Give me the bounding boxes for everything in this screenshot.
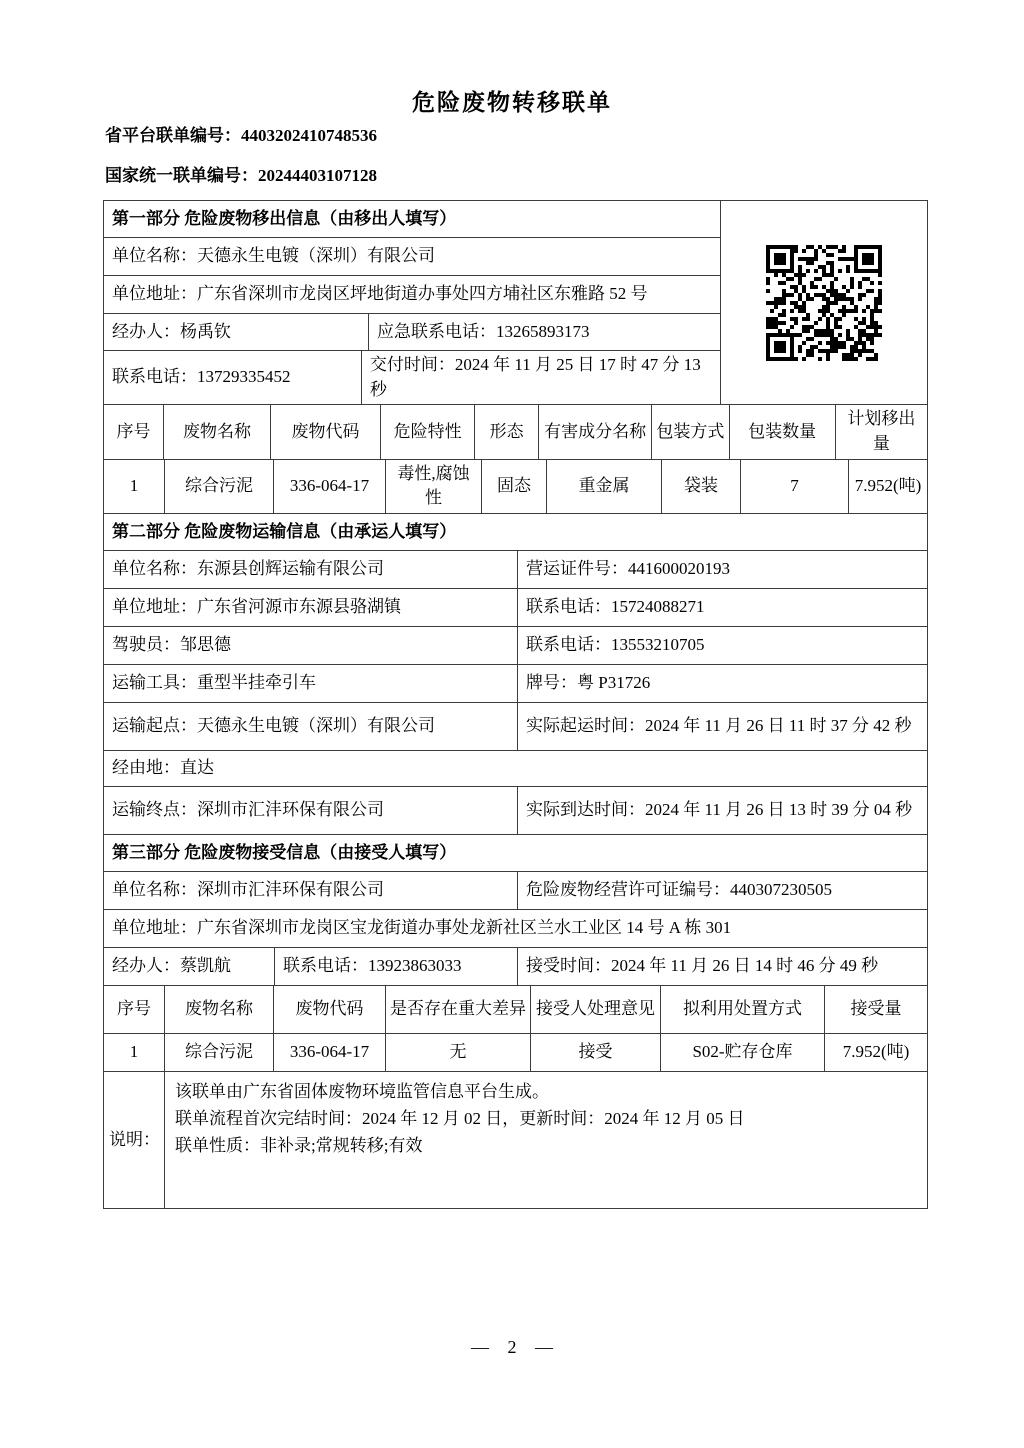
receive-amount: 7.952(吨) [842,1042,910,1062]
waste-col-code: 废物代码 [271,405,381,458]
receive-seq: 1 [104,1034,165,1071]
part2-destination: 运输终点：深圳市汇沣环保有限公司 [104,787,518,834]
waste-table-data-row [104,460,927,514]
waste-col-package-count: 包装数量 [730,405,836,458]
receive-table-data-row [104,1034,927,1072]
receive-code: 336-064-17 [274,1034,386,1071]
waste-package-count: 7 [741,460,849,513]
part2-via: 经由地：直达 [112,758,214,778]
page-title: 危险废物转移联单 [412,90,612,115]
waste-table-header-row [104,405,927,459]
page-number: — 2 — [471,1337,553,1357]
part1-emergency-phone: 应急联系电话：13265893173 [377,321,590,341]
waste-form: 固态 [482,460,547,513]
part2-company-address: 单位地址：广东省河源市东源县骆湖镇 [104,589,518,626]
receive-col-seq: 序号 [104,986,165,1033]
part1-phone: 联系电话：13729335452 [104,351,362,404]
part2-arrival-time: 实际到达时间：2024 年 11 月 26 日 13 时 39 分 04 秒 [526,800,913,820]
part1-company-name: 单位名称：天德永生电镀（深圳）有限公司 [112,246,435,266]
receive-col-opinion: 接受人处理意见 [531,986,661,1033]
qr-code-cell [721,201,927,404]
part2-license-number: 营运证件号：441600020193 [526,559,730,579]
part3-company-address: 单位地址：广东省深圳市龙岗区宝龙街道办事处龙新社区兰水工业区 14 号 A 栋 301 [112,918,732,938]
part2-driver: 驾驶员：邹思德 [104,627,518,664]
part1-block [104,201,927,405]
receive-discrepancy: 无 [386,1034,531,1071]
part1-company-address: 单位地址：广东省深圳市龙岗区坪地街道办事处四方埔社区东雅路 52 号 [112,284,648,304]
part1-delivery-time: 交付时间：2024 年 11 月 25 日 17 时 47 分 13 秒 [369,355,701,399]
waste-planned-amount: 7.952(吨) [854,475,922,495]
remarks-label: 说明： [104,1072,165,1208]
waste-col-seq: 序号 [104,405,164,458]
transfer-manifest-table [103,200,928,1209]
receive-col-amount: 接受量 [850,999,902,1019]
receive-col-code: 废物代码 [274,986,386,1033]
part2-section-header: 第二部分 危险废物运输信息（由承运人填写） [112,521,457,541]
part2-origin: 运输起点：天德永生电镀（深圳）有限公司 [104,703,518,750]
part2-company-phone: 联系电话：15724088271 [526,597,705,617]
receive-name: 综合污泥 [165,1034,274,1071]
part2-plate-number: 牌号：粤 P31726 [526,673,651,693]
receive-table-header-row [104,986,927,1034]
waste-code: 336-064-17 [274,460,386,513]
waste-col-hazard: 危险特性 [381,405,475,458]
waste-packaging: 袋装 [662,460,741,513]
remarks-line-nature: 联单性质：非补录;常规转移;有效 [175,1135,423,1155]
waste-seq: 1 [104,460,165,513]
waste-col-name: 废物名称 [164,405,271,458]
part1-left-rows [104,201,721,404]
part2-departure-time: 实际起运时间：2024 年 11 月 26 日 11 时 37 分 42 秒 [526,716,912,736]
remarks-line-completion-time: 联单流程首次完结时间：2024 年 12 月 02 日，更新时间：2024 年 12 月 05 日 [175,1108,745,1128]
part3-receive-time: 接受时间：2024 年 11 月 26 日 14 时 46 分 49 秒 [526,956,879,976]
remarks-line-generated: 该联单由广东省固体废物环境监管信息平台生成。 [175,1081,549,1101]
remarks-row [104,1072,927,1208]
receive-disposal: S02-贮存仓库 [661,1034,825,1071]
part2-driver-phone: 联系电话：13553210705 [526,635,705,655]
waste-hazard: 毒性,腐蚀性 [386,460,482,513]
waste-col-packaging: 包装方式 [652,405,730,458]
receive-col-name: 废物名称 [165,986,274,1033]
receive-col-discrepancy: 是否存在重大差异 [386,986,531,1033]
remarks-content [165,1072,927,1208]
part3-section-header: 第三部分 危险废物接受信息（由接受人填写） [112,842,457,862]
part2-vehicle-type: 运输工具：重型半挂牵引车 [104,665,518,702]
receive-col-disposal: 拟利用处置方式 [661,986,825,1033]
part3-permit-number: 危险废物经营许可证编号：440307230505 [526,880,832,900]
waste-col-harmful: 有害成分名称 [539,405,652,458]
waste-col-planned-amount: 计划移出量 [847,409,916,453]
part3-agent: 经办人：蔡凯航 [104,948,275,985]
national-manifest-number: 国家统一联单编号：20244403107128 [105,166,377,185]
qr-code [766,245,882,361]
waste-col-form: 形态 [475,405,539,458]
waste-harmful: 重金属 [547,460,662,513]
waste-name: 综合污泥 [165,460,274,513]
part1-agent: 经办人：杨禹钦 [104,314,369,350]
part3-agent-phone: 联系电话：13923863033 [275,948,518,985]
province-manifest-number: 省平台联单编号：4403202410748536 [105,126,377,145]
receive-opinion: 接受 [531,1034,661,1071]
part2-company-name: 单位名称：东源县创辉运输有限公司 [104,551,518,588]
part1-section-header: 第一部分 危险废物移出信息（由移出人填写） [112,208,457,228]
part3-company-name: 单位名称：深圳市汇沣环保有限公司 [104,872,518,909]
